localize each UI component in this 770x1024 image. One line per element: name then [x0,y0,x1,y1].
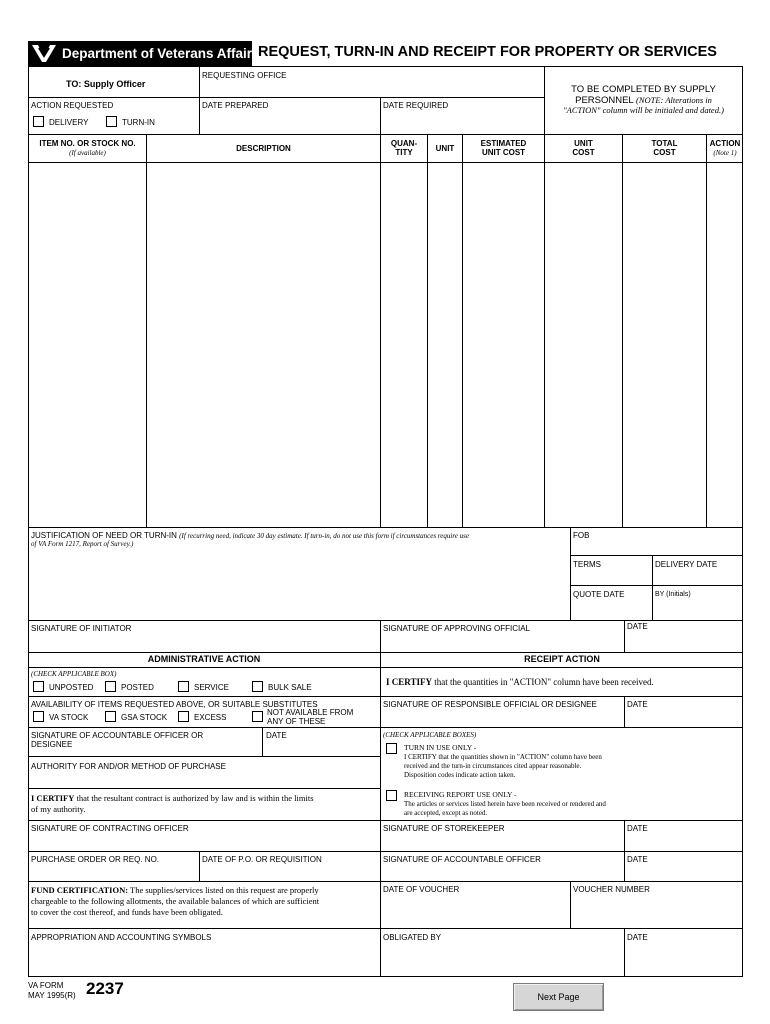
sig-accountable-label-2: DESIGNEE [31,740,73,749]
delivery-date-field[interactable] [653,570,742,584]
signature-initiator-label: SIGNATURE OF INITIATOR [31,624,132,633]
admin-certify-text: that the resultant contract is authorized by law and is within the limits [74,793,314,803]
va-stock-label: VA STOCK [49,713,89,722]
delivery-checkbox[interactable] [33,116,44,127]
administrative-action-title: ADMINISTRATIVE ACTION [147,654,261,664]
receipt-check-label: (CHECK APPLICABLE BOXES) [383,731,477,739]
sig-responsible-field[interactable] [381,710,623,726]
po-label: PURCHASE ORDER OR REQ. NO. [31,855,160,864]
col-action-1: ACTION [709,139,741,148]
bulk-sale-label: BULK SALE [268,683,312,692]
turn-in-use-text-3: Disposition codes indicate action taken. [404,771,516,779]
not-available-label-2: ANY OF THESE [267,717,326,726]
sig-contracting-field[interactable] [29,834,379,850]
col-unit-cost-2: COST [572,148,595,157]
turn-in-checkbox[interactable] [106,116,117,127]
col-quantity-1: QUAN- [390,139,418,148]
receiving-report-text-1: The articles or services listed herein have been received or rendered and [404,800,606,808]
form-date-label: MAY 1995(R) [28,991,76,1000]
unposted-label: UNPOSTED [49,683,94,692]
signature-approving-label: SIGNATURE OF APPROVING OFFICIAL [383,624,530,633]
terms-label: TERMS [573,560,601,569]
authority-field[interactable] [29,772,379,787]
form-number: 2237 [86,979,124,998]
quote-date-label: QUOTE DATE [573,590,625,599]
agency-banner [28,41,260,66]
gsa-stock-checkbox[interactable] [105,711,116,722]
col-description: DESCRIPTION [236,144,291,153]
po-field[interactable] [29,865,198,880]
appropriation-field[interactable] [29,943,379,976]
item-no-column-field[interactable] [29,163,145,526]
not-available-checkbox[interactable] [252,711,263,722]
est-unit-cost-column-field[interactable] [463,163,543,526]
quantity-column-field[interactable] [381,163,426,526]
delivery-date-label: DELIVERY DATE [655,560,718,569]
fob-field[interactable] [571,541,742,554]
action-column-field[interactable] [707,163,742,526]
unit-column-field[interactable] [428,163,461,526]
obligated-date-label: DATE [627,933,648,942]
requesting-office-label: REQUESTING OFFICE [202,71,287,80]
voucher-number-field[interactable] [571,895,742,927]
turn-in-use-text-1: I CERTIFY that the quantities shown in "ACTION" column have been [404,753,602,761]
turn-in-use-checkbox[interactable] [386,743,397,754]
receiving-report-checkbox[interactable] [386,790,397,801]
admin-certify-text-2: of my authority. [31,804,86,814]
service-checkbox[interactable] [178,681,189,692]
sig-accountable-date-label: DATE [266,731,287,740]
gsa-stock-label: GSA STOCK [121,713,168,722]
acct-officer-field[interactable] [381,865,623,880]
storekeeper-date-field[interactable] [625,834,742,850]
receipt-certify-text: that the quantities in "ACTION" column have been received. [431,677,654,687]
col-est-unit-cost-2: UNIT COST [481,148,526,157]
va-form-label: VA FORM [28,981,64,990]
excess-label: EXCESS [194,713,227,722]
supply-note-line2: PERSONNEL [575,95,634,106]
receiving-report-title: RECEIVING REPORT USE ONLY - [404,790,517,799]
unposted-checkbox[interactable] [33,681,44,692]
justification-field[interactable] [29,551,569,619]
fund-certification-text-1: The supplies/services listed on this request are properly [128,885,319,895]
justification-label: JUSTIFICATION OF NEED OR TURN-IN [31,531,177,540]
bulk-sale-checkbox[interactable] [252,681,263,692]
storekeeper-date-label: DATE [627,824,648,833]
receipt-action-title: RECEIPT ACTION [524,654,600,664]
turn-in-use-title: TURN IN USE ONLY - [404,743,477,752]
sig-responsible-date-field[interactable] [625,710,742,726]
sig-accountable-field[interactable] [29,749,261,755]
sig-responsible-date-label: DATE [627,700,648,709]
excess-checkbox[interactable] [178,711,189,722]
acct-officer-date-label: DATE [627,855,648,864]
justification-note-1: (If recurring need, indicate 30 day estimate. If turn-in, do not use this form if circumstances require use [179,532,469,540]
turn-in-label: TURN-IN [122,118,155,127]
col-quantity-2: TITY [395,148,413,157]
storekeeper-label: SIGNATURE OF STOREKEEPER [383,824,505,833]
voucher-date-label: DATE OF VOUCHER [383,885,460,894]
next-page-label: Next Page [537,992,580,1002]
posted-checkbox[interactable] [105,681,116,692]
fund-certification-text-2: chargeable to the following allotments, the available balances of which are sufficient [31,896,320,906]
sig-responsible-label: SIGNATURE OF RESPONSIBLE OFFICIAL OR DESIGNEE [383,700,597,709]
fund-certification-text-3: to cover the cost thereof, and funds have been obligated. [31,907,223,917]
fund-certification-bold: FUND CERTIFICATION: [31,885,129,895]
delivery-label: DELIVERY [49,118,89,127]
availability-label: AVAILABILITY OF ITEMS REQUESTED ABOVE, OR SUITABLE SUBSTITUTES [31,700,318,709]
acct-officer-label: SIGNATURE OF ACCOUNTABLE OFFICER [383,855,541,864]
sig-accountable-label-1: SIGNATURE OF ACCOUNTABLE OFFICER OR [31,731,204,740]
terms-field[interactable] [571,570,651,584]
not-available-label-1: NOT AVAILABLE FROM [267,708,354,717]
by-initials-field[interactable] [653,600,742,619]
supply-note-line3: (NOTE: Alterations in [636,95,712,105]
po-date-field[interactable] [200,865,379,880]
by-initials-label: BY (Initials) [655,591,691,598]
col-total-cost-1: TOTAL [651,139,678,148]
appropriation-label: APPROPRIATION AND ACCOUNTING SYMBOLS [31,933,212,942]
approving-date-field[interactable] [625,632,742,651]
col-item-no: ITEM NO. OR STOCK NO. [39,139,136,148]
next-page-button[interactable] [513,983,604,1011]
storekeeper-field[interactable] [381,834,623,850]
col-unit: UNIT [435,144,455,153]
col-item-no-sub: (If available) [69,149,106,157]
receipt-certify-bold: I CERTIFY [386,677,432,687]
obligated-by-field[interactable] [381,943,623,976]
requesting-office-field[interactable] [200,80,543,96]
date-prepared-field[interactable] [200,110,379,132]
po-date-label: DATE OF P.O. OR REQUISITION [202,855,322,864]
col-est-unit-cost-1: ESTIMATED [480,139,527,148]
supply-note-line4: "ACTION" column will be initialed and dated.) [563,105,724,115]
service-label: SERVICE [194,683,229,692]
form-title: REQUEST, TURN-IN AND RECEIPT FOR PROPERTY OR SERVICES [258,44,717,60]
date-required-label: DATE REQUIRED [383,101,449,110]
date-prepared-label: DATE PREPARED [202,101,269,110]
col-unit-cost-1: UNIT [574,139,593,148]
signature-initiator-field[interactable] [29,634,379,651]
justification-note-2: of VA Form 1217, Report of Survey.) [31,540,134,548]
to-supply-officer: TO: Supply Officer [66,79,146,89]
va-stock-checkbox[interactable] [33,711,44,722]
signature-approving-field[interactable] [381,634,623,651]
total-cost-column-field[interactable] [623,163,705,526]
acct-officer-date-field[interactable] [625,865,742,880]
date-required-field[interactable] [381,110,543,132]
turn-in-use-text-2: received and the turn-in circumstances cited appear reasonable. [404,762,582,770]
admin-certify-bold: I CERTIFY [31,793,75,803]
unit-cost-column-field[interactable] [545,163,621,526]
fob-label: FOB [573,531,590,540]
voucher-date-field[interactable] [381,895,569,927]
posted-label: POSTED [121,683,154,692]
approving-date-label: DATE [627,622,648,631]
va-logo-icon [31,43,57,64]
voucher-number-label: VOUCHER NUMBER [573,885,650,894]
obligated-by-label: OBLIGATED BY [383,933,442,942]
sig-accountable-date-field[interactable] [263,740,379,755]
action-requested-label: ACTION REQUESTED [31,101,114,110]
quote-date-field[interactable] [571,600,651,619]
sig-contracting-label: SIGNATURE OF CONTRACTING OFFICER [31,824,189,833]
agency-name: Department of Veterans Affairs [62,46,260,61]
description-column-field[interactable] [147,163,379,526]
col-action-2: (Note 1) [713,149,737,157]
receiving-report-text-2: are accepted, except as noted. [404,809,488,817]
admin-check-label: (CHECK APPLICABLE BOX) [31,670,117,678]
obligated-date-field[interactable] [625,943,742,976]
supply-note-line1: TO BE COMPLETED BY SUPPLY [571,84,716,95]
authority-label: AUTHORITY FOR AND/OR METHOD OF PURCHASE [31,762,226,771]
col-total-cost-2: COST [653,148,676,157]
